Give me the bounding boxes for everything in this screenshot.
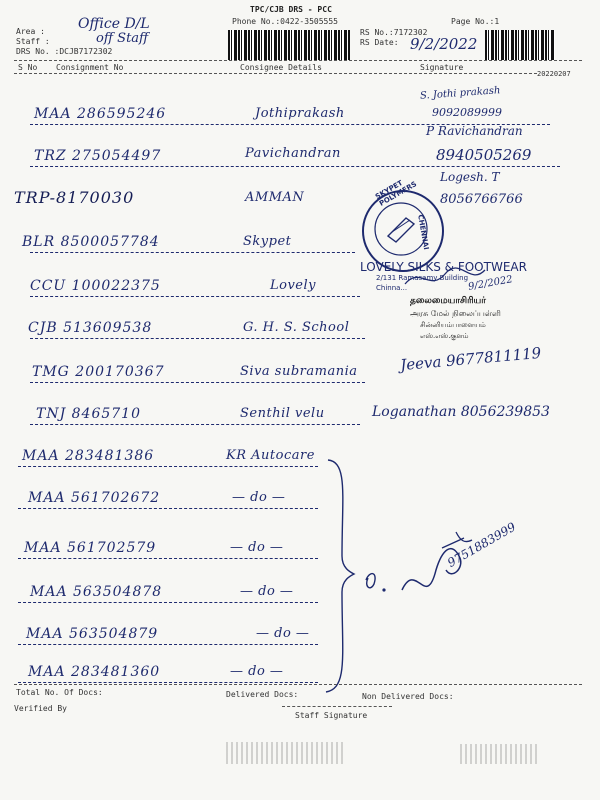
non-delivered-docs-label: Non Delivered Docs: [362,692,454,701]
signature-7: Jeeva 9677811119 [399,343,542,375]
document-title: TPC/CJB DRS - PCC [250,5,332,14]
consignee-name: Pavichandran [245,146,341,161]
row-underline [30,382,365,383]
row-underline [18,508,318,509]
lovely-stamp-address: 2/131 Ramasamy Building [376,274,469,282]
area-handwritten: Office D/L [78,16,150,32]
row-underline [18,644,318,645]
footer-rule [14,684,582,685]
col-consignee: Consignee Details [240,63,322,72]
consignment-no: MAA 283481360 [28,664,161,680]
consignment-no: TNJ 8465710 [36,406,142,422]
polymers-stamp-city: CHENNAI [416,214,431,251]
consignee-name: — do — [256,626,310,641]
staff-signature-line [282,706,392,707]
barcode-1 [228,30,350,60]
consignment-no: TMG 200170367 [32,364,165,380]
consignee-name: KR Autocare [226,448,315,463]
consignment-no: BLR 8500057784 [22,234,160,250]
consignment-no: MAA 561702579 [24,540,157,556]
total-docs-label: Total No. Of Docs: [16,688,103,697]
school-stamp-line1: தலைமையாசிரியர் [410,296,486,306]
row-underline [30,252,355,253]
consignee-name: Jothiprakash [255,106,345,121]
signature-2-name: P Ravichandran [426,124,523,138]
rs-date-label: RS Date: [360,38,399,47]
consignee-name: — do — [232,490,286,505]
date-stamp: 20220207 [537,70,571,78]
phone-number: Phone No.:0422-3505555 [232,17,338,26]
staff-label: Staff : [16,37,50,46]
group-brace [320,456,360,696]
header-rule-bottom [14,73,537,74]
consignee-name: — do — [230,664,284,679]
col-signature: Signature [420,63,464,72]
consignment-no: MAA 563504879 [26,626,159,642]
signature-3-phone: 8056766766 [440,192,523,207]
staff-handwritten: off Staff [96,31,149,46]
col-consignment: Consignment No [56,63,124,72]
school-stamp-line3: சின்னியம்பாளையம் [420,321,486,329]
delivered-docs-label: Delivered Docs: [226,690,299,699]
polymers-stamp-ring [362,190,440,268]
row-underline [30,424,360,425]
consignment-no: TRP-8170030 [14,188,135,207]
row-underline [18,558,318,559]
consignee-name: — do — [240,584,294,599]
consignment-no: CCU 100022375 [30,278,161,294]
consignment-no: MAA 286595246 [34,106,167,122]
header-rule-top [14,60,582,61]
consignee-name: Lovely [270,278,316,293]
verified-by-label: Verified By [14,704,67,713]
consignment-no: MAA 561702672 [28,490,161,506]
barcode-2 [485,30,555,60]
row-underline [18,466,318,467]
lovely-stamp-city: Chinna... [376,284,408,292]
consignee-name: AMMAN [245,190,305,205]
group-signature-phone: 9751883999 [445,519,519,570]
consignment-no: MAA 563504878 [30,584,163,600]
row-underline [30,296,360,297]
row-underline [30,166,560,167]
staff-signature-label: Staff Signature [295,711,368,720]
consignee-name: — do — [230,540,284,555]
row-underline [30,338,365,339]
school-stamp-line2: அரசு மேல் நிலைப்பள்ளி [410,309,501,318]
faded-barcode-2 [460,744,540,764]
rs-number: RS No.:7172302 [360,28,428,37]
drs-number: DRS No. :DCJB7172302 [16,47,113,56]
rs-date-handwritten: 9/2/2022 [410,35,478,53]
signature-5-date: 9/2/2022 [467,274,514,293]
row-underline [18,602,318,603]
consignment-no: CJB 513609538 [28,320,153,336]
polymers-stamp-text: SKYPET POLYMERS [374,178,419,208]
faded-barcode-1 [226,742,346,764]
signature-3-name: Logesh. T [440,170,500,184]
page-number: Page No.:1 [451,17,500,26]
col-sno: S No [18,63,38,72]
signature-1-phone: 9092089999 [432,106,502,119]
consignment-no: MAA 283481386 [22,448,155,464]
consignee-name: G. H. S. School [243,320,350,335]
consignment-no: TRZ 275054497 [34,148,162,164]
consignee-name: Senthil velu [240,406,325,421]
consignee-name: Siva subramania [240,364,358,379]
signature-1-name: S. Jothi prakash [419,85,501,102]
area-label: Area : [16,27,45,36]
signature-2-phone: 8940505269 [436,146,532,164]
lovely-stamp-name: LOVELY SILKS & FOOTWEAR [360,260,527,274]
signature-5-scribble [400,264,490,294]
row-underline [18,682,318,683]
school-stamp-line4: எஸ்.எஸ்.குளம் [420,332,469,340]
consignee-name: Skypet [243,234,292,249]
signature-8: Loganathan 8056239853 [372,404,550,420]
